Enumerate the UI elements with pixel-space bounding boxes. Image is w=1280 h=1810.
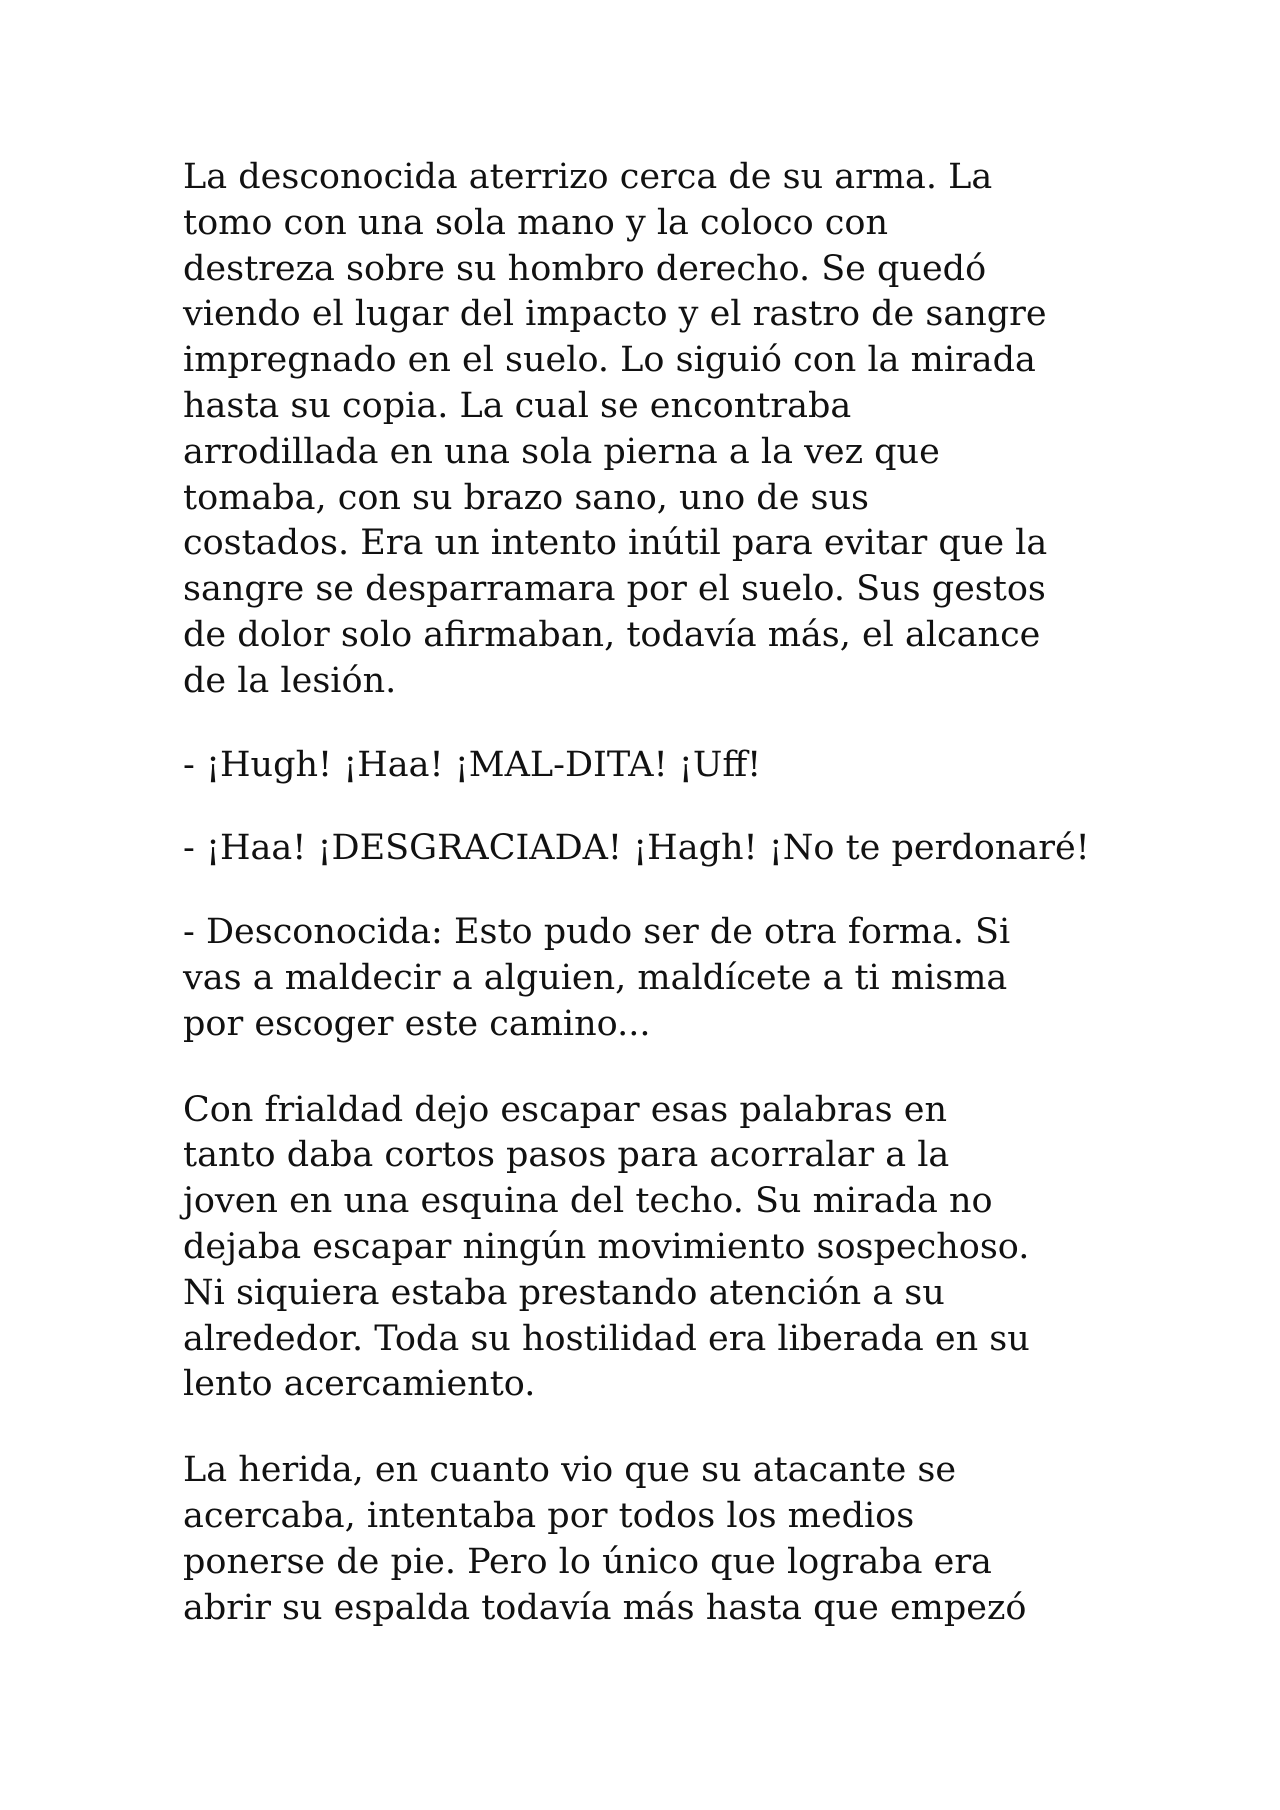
text-line: acercaba, intentaba por todos los medios (183, 1495, 915, 1536)
text-line: joven en una esquina del techo. Su mirada no (183, 1181, 993, 1222)
text-line: costados. Era un intento inútil para evitar que la (183, 523, 1048, 564)
dialogue-text: - Desconocida: Esto pudo ser de otra forma. Si (183, 912, 1011, 953)
paragraph-3 (183, 1448, 1143, 1631)
dialogue-text: - ¡Hugh! ¡Haa! ¡MAL-DITA! ¡Uff! (183, 744, 762, 785)
text-line: viendo el lugar del impacto y el rastro de sangre (183, 294, 1047, 335)
text-line: sangre se desparramara por el suelo. Sus gestos (183, 569, 1046, 610)
text-line: tomaba, con su brazo sano, uno de sus (183, 477, 870, 518)
paragraph-spacer (183, 788, 1143, 826)
text-line: tomo con una sola mano y la coloco con (183, 202, 888, 243)
dialogue-text: por escoger este camino... (183, 1003, 651, 1044)
text-line: de dolor solo afirmaban, todavía más, el alcance (183, 614, 1041, 655)
text-line: La desconocida aterrizo cerca de su arma. La (183, 157, 993, 197)
dialogue-line-1 (183, 743, 1143, 789)
dialogue-text: - ¡Haa! ¡DESGRACIADA! ¡Hagh! ¡No te perdonaré! (183, 828, 1090, 869)
paragraph-spacer (183, 1048, 1143, 1088)
dialogue-line-3 (183, 910, 1143, 1047)
text-line: abrir su espalda todavía más hasta que empezó (183, 1587, 1027, 1628)
text-line: tanto daba cortos pasos para acorralar a la (183, 1135, 950, 1176)
text-line: Ni siquiera estaba prestando atención a su (183, 1272, 945, 1313)
paragraph-spacer (183, 705, 1143, 743)
text-line: destreza sobre su hombro derecho. Se quedó (183, 248, 987, 289)
document-page (183, 155, 1143, 1631)
text-line: alrededor. Toda su hostilidad era liberada en su (183, 1318, 1030, 1359)
text-line: lento acercamiento. (183, 1364, 536, 1405)
paragraph-spacer (183, 1408, 1143, 1448)
text-line: Con frialdad dejo escapar esas palabras en (183, 1089, 948, 1130)
text-line: hasta su copia. La cual se encontraba (183, 385, 852, 426)
text-line: impregnado en el suelo. Lo siguió con la mirada (183, 340, 1036, 381)
paragraph-1 (183, 155, 1143, 705)
text-line: arrodillada en una sola pierna a la vez que (183, 431, 940, 472)
paragraph-2 (183, 1088, 1143, 1409)
dialogue-line-2 (183, 826, 1143, 872)
text-line: dejaba escapar ningún movimiento sospechoso. (183, 1226, 1030, 1267)
text-line: La herida, en cuanto vio que su atacante se (183, 1450, 957, 1491)
text-line: ponerse de pie. Pero lo único que lograba era (183, 1541, 992, 1582)
paragraph-spacer (183, 872, 1143, 910)
dialogue-text: vas a maldecir a alguien, maldícete a ti misma (183, 957, 1008, 998)
text-line: de la lesión. (183, 660, 397, 701)
